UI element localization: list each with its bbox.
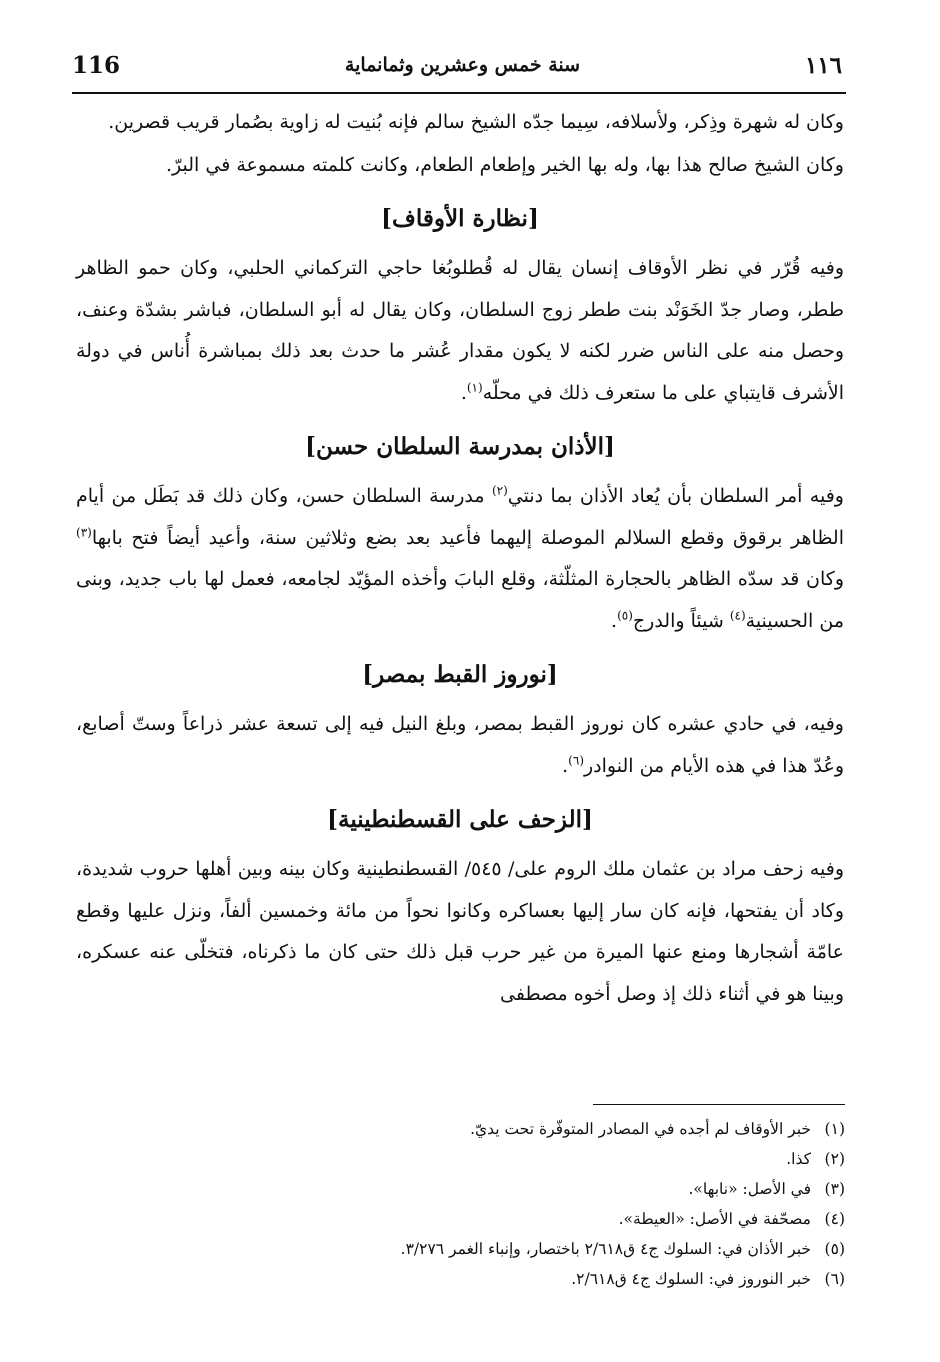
paragraph-text: مدرسة السلطان حسن، وكان ذلك قد بَطَل من أيام الظاهر برقوق وقطع السلالم الموصلة إليهما فأعيد بعد بضع وثلاثين سنة، وأعيد أيضاً فتح بابها <box>76 485 844 549</box>
footnote-number: (٤) <box>824 1210 845 1228</box>
footnote <box>300 1204 845 1234</box>
footnote <box>300 1144 845 1174</box>
footnote-ref[interactable]: (٥) <box>617 608 633 623</box>
paragraph-text: وكان قد سدّه الظاهر بالحجارة المثلّثة، وقلع البابَ وأخذه المؤيّد لجامعه، فعمل لها باب جديد، وبنى من الحسينية <box>76 568 844 632</box>
running-title: سنة خمس وعشرين وثمانماية <box>344 54 581 76</box>
paragraph-text: وفيه قُرّر في نظر الأوقاف إنسان يقال له قُطلوبُغا حاجي التركماني الحلبي، وكان حمو الظاهر ططر، وصار جدّ الخَوَنْد بنت ططر زوج السلطان، وكان يقال له أبو السلطان، فباشر بشدّة وعنف، وحصل منه على الناس ضرر لكنه لا يكون مقدار عُشر ما حدث بعد ذلك بمباشرة أُناس في دولة الأشرف قايتباي على ما ستعرف ذلك في محلّه <box>76 257 844 404</box>
paragraph-text: وفيه أمر السلطان بأن يُعاد الأذان بما دنتي <box>507 485 844 507</box>
paragraph: وفيه زحف مراد بن عثمان ملك الروم على/ ٥٤٥/ القسطنطينية وكان بينه وبين أهلها حروب شديدة، وكاد أن يفتحها، فإنه كان سار إليها بعساكره وكانوا نحواً من مائة وخمسين ألفاً، ونزل عليها وقطع عامّة أشجارها ومنع عنها الميرة من غير حرب قبل ذلك حتى كان ما ذكرناه، فتخلّى عنه عسكره، وبينا هو في أثناء ذلك إذ وصل أخوه مصطفى <box>76 858 844 1005</box>
footnote <box>300 1264 845 1294</box>
footnote-number: (١) <box>824 1120 845 1138</box>
footnote-ref[interactable]: (٢) <box>491 483 508 498</box>
page-number-latin: 116 <box>72 51 121 79</box>
footnote-number: (٦) <box>824 1270 845 1288</box>
section-heading: [الأذان بمدرسة السلطان حسن] <box>305 433 615 460</box>
footnote <box>300 1114 845 1144</box>
footnote-ref[interactable]: (٦) <box>568 753 584 768</box>
footnote-text: في الأصل: «نابها». <box>688 1180 811 1198</box>
paragraph-text: . <box>562 754 569 777</box>
paragraph-text: . <box>611 609 618 632</box>
paragraph-text: . <box>460 381 467 404</box>
footnote-text: خبر الأذان في: السلوك ج٤ ق٢/٦١٨ باختصار، وإنباء الغمر ٣/٢٧٦. <box>400 1240 811 1258</box>
page-header <box>72 40 842 90</box>
footnotes <box>300 1114 845 1294</box>
footnote-ref[interactable]: (٣) <box>76 525 92 540</box>
footnote-text: خبر الأوقاف لم أجده في المصادر المتوفّرة تحت يديّ. <box>470 1120 811 1138</box>
footnote-ref[interactable]: (٤) <box>729 608 746 623</box>
paragraph <box>76 248 844 414</box>
page-number-arabic: ١١٦ <box>804 51 842 79</box>
paragraph-text: شيئاً والدرج <box>632 609 730 632</box>
section-heading: [نوروز القبط بمصر] <box>362 661 558 688</box>
footnote-text: خبر النوروز في: السلوك ج٤ ق٢/٦١٨. <box>571 1270 811 1288</box>
paragraph: وكان له شهرة وذِكر، ولأسلافه، سِيما جدّه الشيخ سالم فإنه بُنيت له زاوية بصُمار قريب قصرين. <box>108 111 844 133</box>
footnote <box>300 1174 845 1204</box>
footnote-text: كذا. <box>786 1150 811 1168</box>
section-heading: [نظارة الأوقاف] <box>381 205 539 232</box>
header-rule <box>72 92 846 94</box>
footnote-divider <box>593 1104 845 1105</box>
paragraph <box>76 476 844 642</box>
footnote-text: مصحّفة في الأصل: «العيطة». <box>618 1210 811 1228</box>
footnote-number: (٣) <box>824 1180 845 1198</box>
paragraph <box>76 704 844 787</box>
section-heading: [الزحف على القسطنطينية] <box>327 806 593 833</box>
paragraph: وكان الشيخ صالح هذا بها، وله بها الخير وإطعام الطعام، وكانت كلمته مسموعة في البرّ. <box>166 153 844 176</box>
main-text <box>76 102 844 1016</box>
footnote-ref[interactable]: (١) <box>466 380 483 395</box>
paragraph-text: وفيه، في حادي عشره كان نوروز القبط بمصر، وبلغ النيل فيه إلى تسعة عشر ذراعاً وستّ أصابع، وعُدّ هذا في هذه الأيام من النوادر <box>76 713 844 777</box>
footnote-number: (٥) <box>824 1240 845 1258</box>
footnote <box>300 1234 845 1264</box>
footnote-number: (٢) <box>824 1150 845 1168</box>
